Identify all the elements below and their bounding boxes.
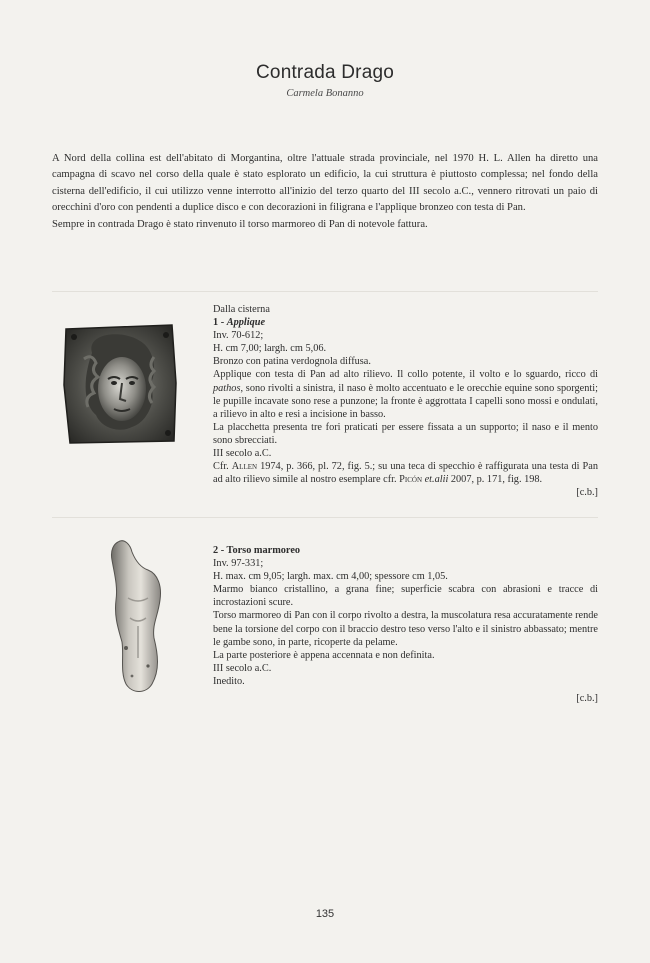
entry-material: Marmo bianco cristallino, a grana fine; superficie scabra con abrasioni e tracce di incrostazioni scure. — [213, 584, 598, 609]
biblio-middle: 1974, p. 366, pl. 72, fig. 5.; su una teca di specchio è raffigurata una testa di Pan ad alto rilievo simile al nostro esemplare cfr. — [213, 461, 598, 486]
description-part-b: , sono rivolti a sinistra, il naso è molto accentuato e le orecchie equine sono sporgenti; le pupille incavate sono rese a punzone; la fronte è aggrottata I capelli sono mossi e ondulati, a rilievo in alto e resi a incisione in basso. — [213, 382, 598, 420]
entry-number: 1 - — [213, 317, 227, 329]
intro-text — [52, 151, 598, 233]
entry-date: III secolo a.C. — [213, 448, 272, 460]
section-divider — [52, 291, 598, 292]
author-name: Carmela Bonanno — [286, 88, 364, 99]
entry-credit: [c.b.] — [576, 487, 598, 499]
biblio-et-alii: et.alii — [422, 474, 449, 486]
entry-back: La parte posteriore è appena accennata e non definita. — [213, 649, 435, 661]
entry-title — [213, 316, 598, 329]
entry-description — [213, 368, 598, 420]
biblio-cfr: Cfr. — [213, 461, 232, 473]
page-number: 135 — [315, 908, 335, 920]
biblio-author-1: Allen — [231, 461, 258, 473]
entry-name: Applique — [226, 317, 266, 329]
entry-dimensions: H. max. cm 9,05; largh. max. cm 4,00; spessore cm 1,05. — [213, 571, 448, 583]
catalogue-entry-1 — [213, 303, 598, 499]
biblio-end: 2007, p. 171, fig. 198. — [448, 474, 543, 486]
torso-photo — [108, 538, 168, 695]
entry-dimensions: H. cm 7,00; largh. cm 5,06. — [213, 343, 327, 355]
catalogue-entry-2 — [213, 544, 598, 705]
intro-paragraph-1: A Nord della collina est dell'abitato di Morgantina, oltre l'attuale strada provinciale, nel 1970 H. L. Allen ha diretto una campagna di scavo nel corso della quale è stato esplorato un edificio, la cui struttura è piuttosto complessa; nel fondo della cisterna dell'edificio, il cui utilizzo venne interrotto all'inizio del terzo quarto del III secolo a.C., vennero ritrovati un paio di orecchini d'oro con pendenti a duplice disco e con decorazioni in filigrana e l'applique bronzeo con testa di Pan. — [52, 153, 598, 214]
entry-material: Bronzo con patina verdognola diffusa. — [213, 356, 371, 368]
page-title: Contrada Drago — [256, 62, 394, 83]
section-divider — [52, 517, 598, 518]
intro-paragraph-2: Sempre in contrada Drago è stato rinvenuto il torso marmoreo di Pan di notevole fattura. — [52, 218, 428, 230]
description-italic-term: pathos — [213, 382, 241, 394]
entry-description: Torso marmoreo di Pan con il corpo rivolto a destra, la muscolatura resa accuratamente rende bene la torsione del corpo con il braccio destro teso verso l'alto e il sinistro abbassato; mentre le gambe sono, in parte, ricoperte da pelame. — [213, 610, 598, 648]
entry-credit: [c.b.] — [576, 693, 598, 705]
entry-inventory: Inv. 97-331; — [213, 558, 264, 570]
entry-state: La placchetta presenta tre fori praticati per essere fissata a un supporto; il naso e il mento sono sbrecciati. — [213, 421, 598, 446]
entry-context: Dalla cisterna — [213, 304, 270, 315]
entry-status: Inedito. — [213, 675, 245, 687]
applique-photo — [62, 323, 178, 445]
entry-inventory: Inv. 70-612; — [213, 330, 264, 342]
biblio-author-2: Picón — [399, 474, 422, 486]
entry-bibliography — [213, 460, 598, 486]
entry-date: III secolo a.C. — [213, 662, 272, 674]
entry-title: 2 - Torso marmoreo — [213, 545, 301, 556]
description-part-a: Applique con testa di Pan ad alto rilievo. Il collo potente, il volto e lo sguardo, ricco di — [213, 369, 598, 381]
